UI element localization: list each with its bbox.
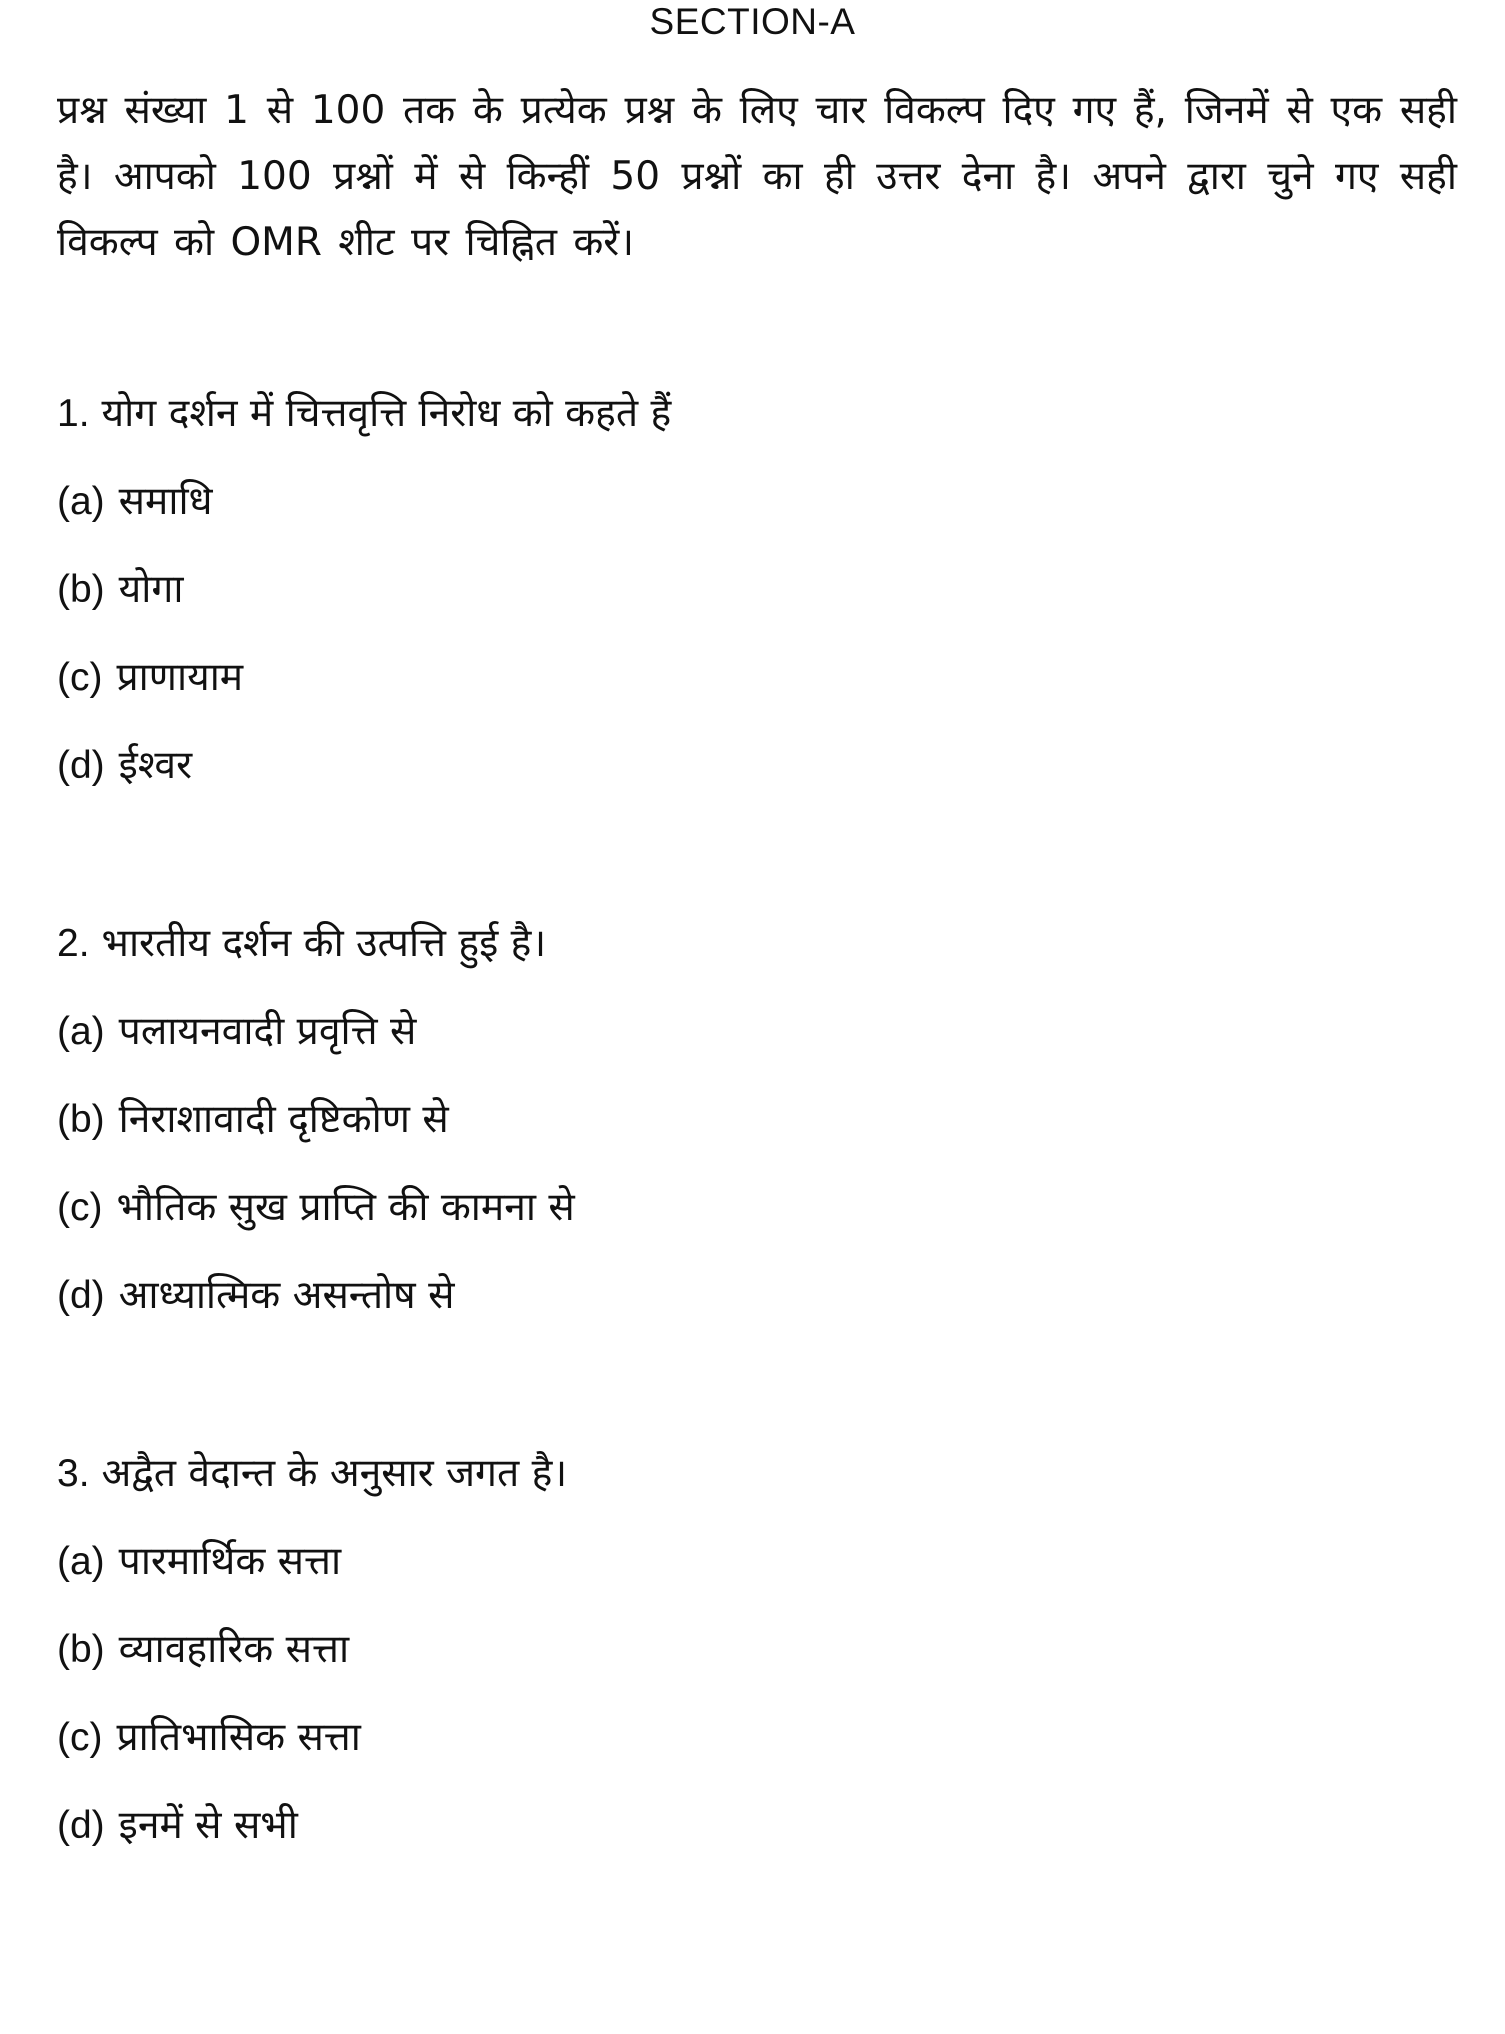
question-2 [57,912,1457,1328]
options-list [57,1530,1457,1858]
option-text: योगा [118,567,184,612]
question-text: अद्वैत वेदान्त के अनुसार जगत है। [101,1451,568,1496]
section-title: SECTION-A [649,1,856,42]
question-stem [57,912,1457,976]
question-number: 3. [57,1452,90,1495]
option-d [57,734,1457,798]
option-label: (c) [57,656,103,699]
question-1 [57,382,1457,798]
option-text: समाधि [118,479,213,524]
option-label: (c) [57,1186,103,1229]
option-label: (b) [57,1098,105,1141]
option-text: इनमें से सभी [118,1803,298,1848]
option-text: ईश्वर [118,743,193,788]
option-text: भौतिक सुख प्राप्ति की कामना से [116,1185,575,1230]
option-label: (a) [57,1540,105,1583]
option-text: आध्यात्मिक असन्तोष से [118,1273,455,1318]
option-text: प्रातिभासिक सत्ता [116,1715,361,1760]
option-d [57,1264,1457,1328]
option-label: (a) [57,1010,105,1053]
question-number: 2. [57,922,90,965]
option-label: (b) [57,568,105,611]
option-label: (d) [57,1274,105,1317]
options-list [57,1000,1457,1328]
option-text: पलायनवादी प्रवृत्ति से [118,1009,417,1054]
option-label: (d) [57,744,105,787]
question-text: योग दर्शन में चित्तवृत्ति निरोध को कहते हैं [101,391,672,436]
option-label: (a) [57,480,105,523]
question-text: भारतीय दर्शन की उत्पत्ति हुई है। [101,921,547,966]
option-d [57,1794,1457,1858]
option-a [57,1000,1457,1064]
option-label: (c) [57,1716,103,1759]
option-b [57,1618,1457,1682]
question-3 [57,1442,1457,1858]
option-a [57,1530,1457,1594]
option-c [57,646,1457,710]
option-text: निराशावादी दृष्टिकोण से [118,1097,449,1142]
option-c [57,1706,1457,1770]
option-a [57,470,1457,534]
question-stem [57,1442,1457,1506]
option-label: (d) [57,1804,105,1847]
option-b [57,558,1457,622]
option-label: (b) [57,1628,105,1671]
option-text: प्राणायाम [116,655,244,700]
option-text: व्यावहारिक सत्ता [118,1627,350,1672]
instructions-paragraph: प्रश्न संख्या 1 से 100 तक के प्रत्येक प्रश्न के लिए चार विकल्प दिए गए हैं, जिनमें से एक सही है। आपको 100 प्रश्नों में से किन्हीं 50 प्रश्नों का ही उत्तर देना है। अपने द्वारा चुने गए सही विकल्प को OMR शीट पर चिह्नित करें। [57,88,1457,265]
question-stem [57,382,1457,446]
option-b [57,1088,1457,1152]
options-list [57,470,1457,798]
option-text: पारमार्थिक सत्ता [118,1539,342,1584]
option-c [57,1176,1457,1240]
question-number: 1. [57,392,90,435]
